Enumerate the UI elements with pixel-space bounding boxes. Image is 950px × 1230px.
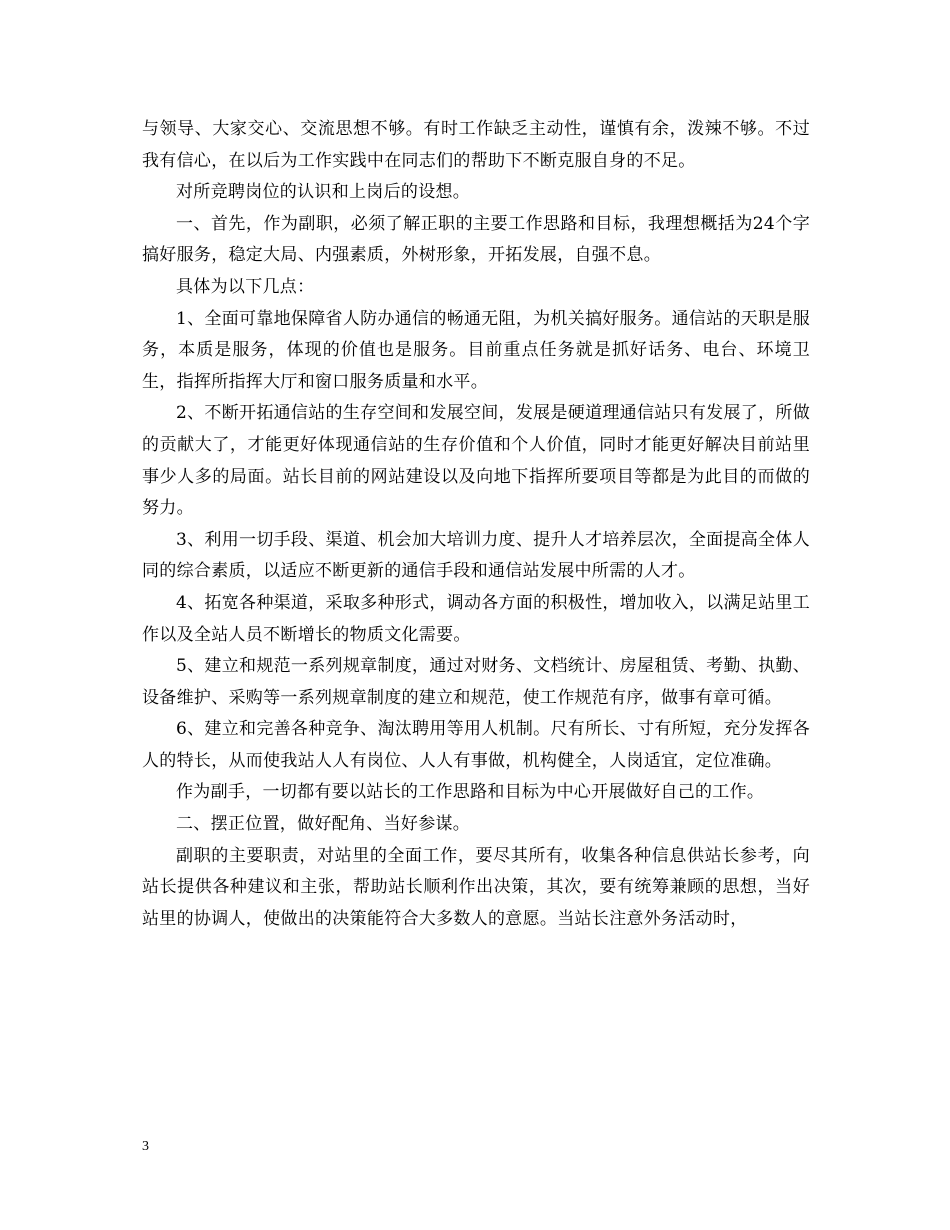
document-body: [142, 114, 810, 935]
paragraph-item-3: 3、利用一切手段、渠道、机会加大培训力度、提升人才培养层次，全面提高全体人同的综合素质，以适应不断更新的通信手段和通信站发展中所需的人才。: [142, 529, 810, 582]
paragraph-details-heading: 具体为以下几点：: [176, 276, 315, 297]
paragraph-deputy-duties: 副职的主要职责，对站里的全面工作，要尽其所有，收集各种信息供站长参考，向站长提供各种建议和主张，帮助站长顺利作出决策，其次，要有统筹兼顾的思想，当好站里的协调人，使做出的决策能符合大多数人的意愿。当站长注意外务活动时，: [142, 845, 810, 929]
paragraph-point-one: 一、首先，作为副职，必须了解正职的主要工作思路和目标，我理想概括为24个字搞好服务，稳定大局、内强素质，外树形象，开拓发展，自强不息。: [142, 213, 810, 266]
paragraph-item-6: 6、建立和完善各种竞争、淘汰聘用等用人机制。尺有所长、寸有所短，充分发挥各人的特长，从而使我站人人有岗位、人人有事做，机构健全，人岗适宜，定位准确。: [142, 719, 810, 771]
paragraph-deputy-role: 作为副手，一切都有要以站长的工作思路和目标为中心开展做好自己的工作。: [176, 782, 765, 803]
paragraph-continuation: 与领导、大家交心、交流思想不够。有时工作缺乏主动性，谨慎有余，泼辣不够。不过我有信心，在以后为工作实践中在同志们的帮助下不断克服自身的不足。: [142, 119, 810, 171]
paragraph-item-5: 5、建立和规范一系列规章制度，通过对财务、文档统计、房屋租赁、考勤、执勤、设备维护、采购等一系列规章制度的建立和规范，使工作规范有序，做事有章可循。: [142, 656, 810, 708]
paragraph-point-two: 二、摆正位置，做好配角、当好参谋。: [176, 814, 471, 835]
paragraph-item-1: 1、全面可靠地保障省人防办通信的畅通无阻，为机关搞好服务。通信站的天职是服务，本质是服务，体现的价值也是服务。目前重点任务就是抓好话务、电台、环境卫生，指挥所指挥大厅和窗口服务质量和水平。: [142, 308, 810, 392]
paragraph-section-intro: 对所竞聘岗位的认识和上岗后的设想。: [176, 182, 471, 203]
paragraph-item-4: 4、拓宽各种渠道，采取多种形式，调动各方面的积极性，增加收入，以满足站里工作以及全站人员不断增长的物质文化需要。: [142, 592, 810, 645]
paragraph-item-2: 2、不断开拓通信站的生存空间和发展空间，发展是硬道理通信站只有发展了，所做的贡献大了，才能更好体现通信站的生存价值和个人价值，同时才能更好解决目前站里事少人多的局面。站长目前的网站建设以及向地下指挥所要项目等都是为此目的而做的努力。: [142, 403, 810, 519]
page-number: 3: [142, 1139, 149, 1154]
